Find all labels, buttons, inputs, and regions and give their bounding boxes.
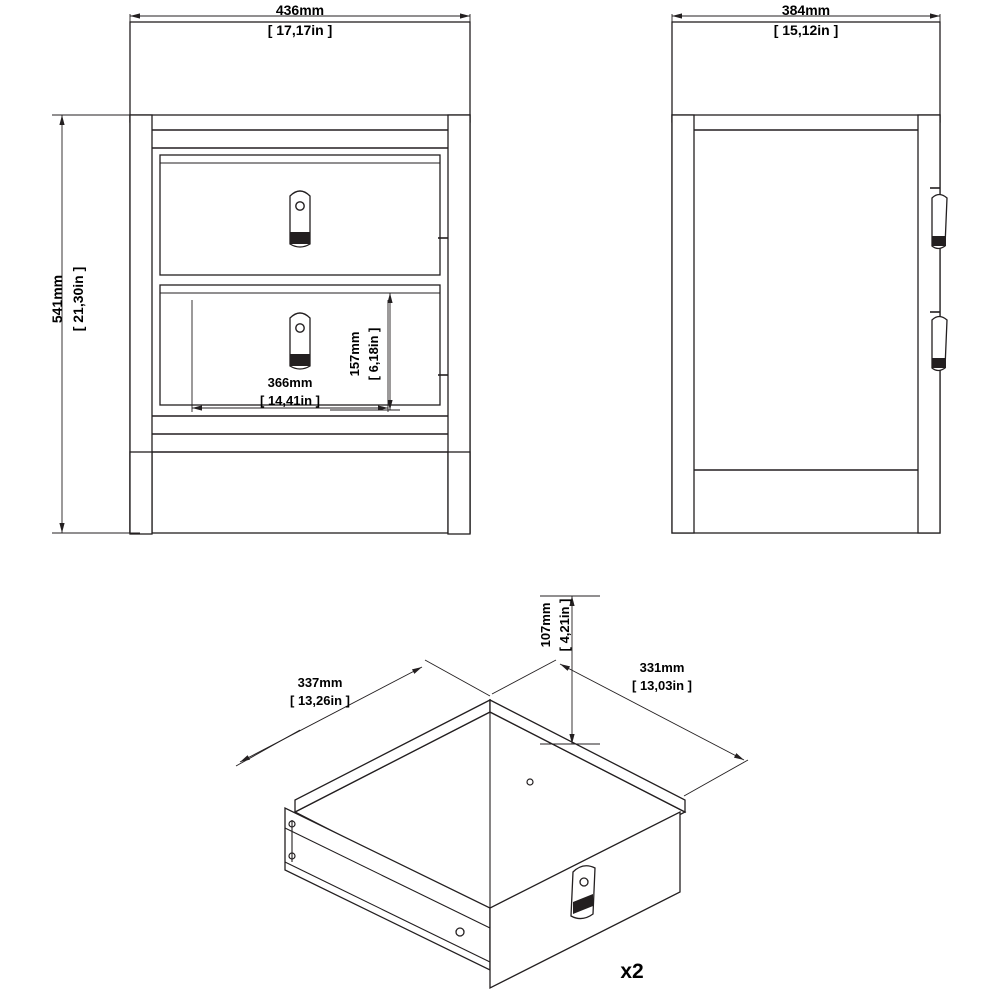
side-depth-mm: 384mm <box>781 2 831 18</box>
front-height-mm: 541mm <box>49 274 65 324</box>
front-view <box>52 14 470 534</box>
label-drawer-box-height-inch <box>556 565 574 685</box>
drawer-width-in: [ 13,03in ] <box>632 678 692 693</box>
drawer-box-height-mm: 107mm <box>538 602 553 648</box>
front-width-mm: 436mm <box>275 2 325 18</box>
side-view <box>672 14 947 533</box>
label-drawer-inner-height-inch <box>365 294 383 414</box>
drawer-handle-icon <box>290 313 310 369</box>
drawer-handle-icon <box>290 191 310 247</box>
drawer-inner-height-mm: 157mm <box>347 331 362 377</box>
drawer-width-mm: 331mm <box>639 660 685 675</box>
drawer-handle-icon <box>932 317 947 371</box>
drawer-handle-icon <box>932 195 947 249</box>
drawer-depth-in: [ 13,26in ] <box>290 693 350 708</box>
label-side-depth <box>736 2 876 38</box>
label-front-height <box>49 229 67 369</box>
drawer-box-height-in: [ 4,21in ] <box>557 598 572 652</box>
front-width-in: [ 17,17in ] <box>267 22 333 38</box>
drawer-detail-view <box>236 596 748 988</box>
label-front-height-inch <box>70 229 88 369</box>
front-height-in: [ 21,30in ] <box>70 266 86 332</box>
label-drawer-inner-height <box>346 294 364 414</box>
drawer-inner-width-mm: 366mm <box>267 375 313 390</box>
side-depth-in: [ 15,12in ] <box>773 22 839 38</box>
label-drawer-width <box>592 660 732 693</box>
label-drawer-depth <box>250 675 390 708</box>
drawer-handle-icon <box>571 866 595 919</box>
drawer-quantity-label: x2 <box>620 960 644 983</box>
label-drawer-inner-width <box>220 375 360 408</box>
drawer-depth-mm: 337mm <box>297 675 343 690</box>
drawer-inner-width-in: [ 14,41in ] <box>260 393 320 408</box>
label-front-width <box>230 2 370 38</box>
drawer-inner-height-in: [ 6,18in ] <box>366 327 381 381</box>
label-drawer-box-height <box>537 565 555 685</box>
